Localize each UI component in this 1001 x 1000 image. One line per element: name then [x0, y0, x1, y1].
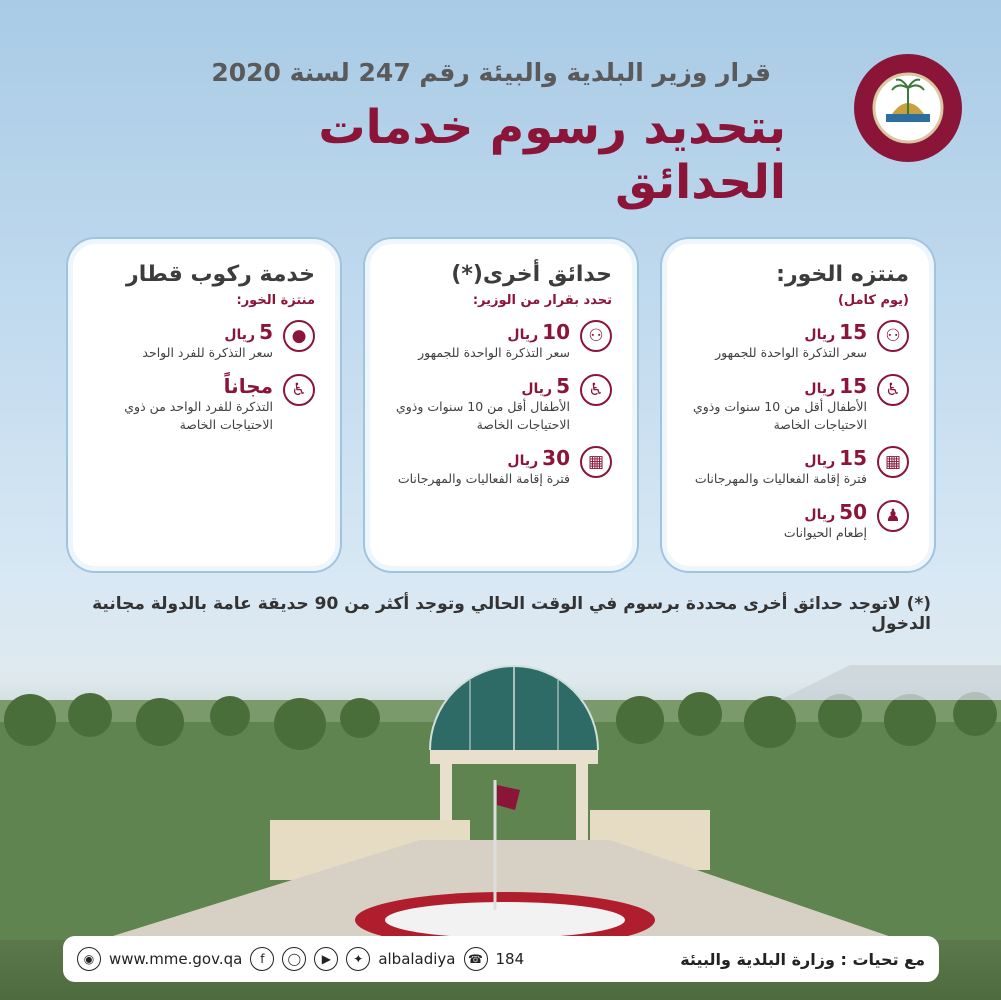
phone-icon: ☎	[464, 947, 488, 971]
fee-item	[89, 320, 315, 362]
wheelchair-icon: ♿	[580, 374, 612, 406]
currency-label: ريال	[224, 327, 256, 343]
group-icon: ⚇	[877, 320, 909, 352]
wheelchair-icon: ♿	[283, 374, 315, 406]
instagram-icon[interactable]: ◯	[282, 947, 306, 971]
currency-label: ريال	[507, 327, 539, 343]
fee-description: الأطفال أقل من 10 سنوات وذوي الاحتياجات الخاصة	[395, 399, 570, 432]
fee-amount: 5	[259, 320, 273, 344]
fee-description: سعر التذكرة الواحدة للجمهور	[715, 345, 867, 360]
social-handle[interactable]: albaladiya	[378, 950, 456, 968]
fee-amount: 30	[542, 446, 570, 470]
globe-icon: ◉	[77, 947, 101, 971]
footnote: (*) لاتوجد حدائق أخرى محددة برسوم في الوقت الحالي وتوجد أكثر من 90 حديقة عامة بالدولة مجانية الدخول	[92, 594, 931, 634]
currency-label: ريال	[521, 381, 553, 397]
fee-item	[386, 374, 612, 434]
fee-amount: 15	[839, 374, 867, 398]
youtube-icon[interactable]: ▶	[314, 947, 338, 971]
card-other-parks	[370, 244, 632, 566]
wheelchair-icon: ♿	[877, 374, 909, 406]
currency-label: ريال	[507, 453, 539, 469]
fee-amount: 5	[556, 374, 570, 398]
card-title: منتزه الخور:	[776, 262, 909, 287]
card-note: (يوم كامل)	[837, 293, 909, 308]
fee-description: سعر التذكرة للفرد الواحد	[142, 345, 273, 360]
currency-label: ريال	[804, 453, 836, 469]
footer-bar	[63, 936, 939, 982]
page-title: بتحديد رسوم خدمات الحدائق	[318, 100, 786, 210]
animal-feeding-icon: ♟	[877, 500, 909, 532]
fee-description: التذكرة للفرد الواحد من ذوي الاحتياجات الخاصة	[124, 399, 273, 432]
fee-item	[683, 320, 909, 362]
card-note: تحدد بقرار من الوزير:	[472, 293, 612, 308]
fee-description: الأطفال أقل من 10 سنوات وذوي الاحتياجات الخاصة	[692, 399, 867, 432]
currency-label: ريال	[804, 327, 836, 343]
card-al-khor-park	[667, 244, 929, 566]
currency-label: ريال	[804, 381, 836, 397]
fee-item	[683, 500, 909, 542]
fee-item	[89, 374, 315, 434]
card-title: حدائق أخرى(*)	[451, 262, 612, 287]
fee-amount: مجاناً	[223, 374, 273, 398]
park-scenery-image	[0, 640, 1001, 940]
fee-item	[683, 374, 909, 434]
person-icon: ●	[283, 320, 315, 352]
currency-label: ريال	[804, 507, 836, 523]
fee-description: سعر التذكرة الواحدة للجمهور	[418, 345, 570, 360]
card-train-ride	[73, 244, 335, 566]
contact-links	[77, 947, 524, 971]
twitter-icon[interactable]: ✦	[346, 947, 370, 971]
fee-item	[386, 320, 612, 362]
fee-amount: 10	[542, 320, 570, 344]
facebook-icon[interactable]: f	[250, 947, 274, 971]
card-title: خدمة ركوب قطار	[126, 262, 315, 287]
card-note: منتزة الخور:	[236, 293, 315, 308]
fee-description: فترة إقامة الفعاليات والمهرجانات	[694, 471, 867, 486]
website-link[interactable]: www.mme.gov.qa	[109, 950, 243, 968]
calendar-event-icon: ▦	[580, 446, 612, 478]
decree-subtitle: قرار وزير البلدية والبيئة رقم 247 لسنة 2020	[211, 58, 771, 87]
fee-description: إطعام الحيوانات	[783, 525, 867, 540]
fee-description: فترة إقامة الفعاليات والمهرجانات	[397, 471, 570, 486]
fee-amount: 15	[839, 320, 867, 344]
group-icon: ⚇	[580, 320, 612, 352]
fee-item	[386, 446, 612, 488]
ministry-logo	[852, 52, 964, 164]
footer-credit: مع تحيات : وزارة البلدية والبيئة	[680, 949, 925, 969]
calendar-event-icon: ▦	[877, 446, 909, 478]
fee-amount: 15	[839, 446, 867, 470]
fee-amount: 50	[839, 500, 867, 524]
phone-number[interactable]: 184	[495, 950, 525, 968]
fee-item	[683, 446, 909, 488]
